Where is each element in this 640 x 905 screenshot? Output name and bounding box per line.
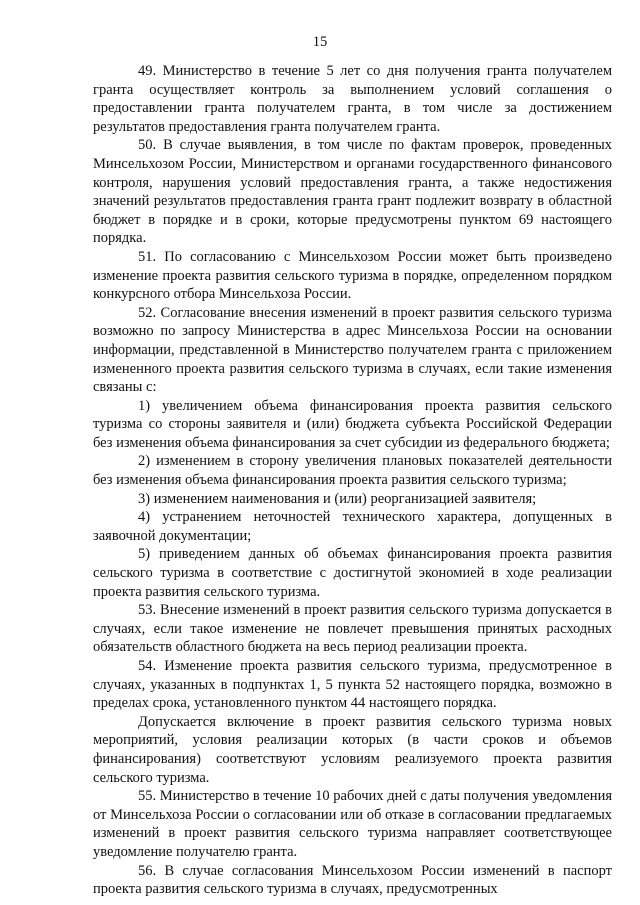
- paragraph-53: 53. Внесение изменений в проект развития сельского туризма допускается в случаях, если такое изменение не повлечет превышения принятых расходных обязательств областного бюджета на весь период реализации проекта.: [93, 602, 612, 656]
- paragraph-52-item-2: 2) изменением в сторону увеличения плановых показателей деятельности без изменения объема финансирования проекта развития сельского туризма;: [93, 453, 612, 489]
- paragraph-54: 54. Изменение проекта развития сельского туризма, предусмотренное в случаях, указанных в подпунктах 1, 5 пункта 52 настоящего порядка, возможно в пределах срока, установленного пунктом 44 настоящего порядка.: [93, 658, 612, 712]
- paragraph-50: 50. В случае выявления, в том числе по фактам проверок, проведенных Минсельхозом России, Министерством и органами государственного финансового контроля, нарушения условий предоставления гранта, а также недостижения значений результатов предоставления гранта грант подлежит возврату в областной бюджет в порядке и в сроки, которые предусмотрены пунктом 69 настоящего порядка.: [93, 137, 612, 247]
- paragraph-52-item-3: 3) изменением наименования и (или) реорганизацией заявителя;: [138, 490, 537, 507]
- paragraph-54-continued: Допускается включение в проект развития сельского туризма новых мероприятий, условия реализации которых (в части сроков и объемов финансирования) соответствуют условиям реализуемого проекта развития сельского туризма.: [93, 713, 612, 786]
- paragraph-52: 52. Согласование внесения изменений в проект развития сельского туризма возможно по запросу Министерства в адрес Минсельхоза России на основании информации, представленной в Министерство получателем гранта с приложением измененного проекта развития сельского туризма в случаях, если такие изменения связаны с:: [93, 304, 612, 396]
- paragraph-56: 56. В случае согласования Минсельхозом России изменений в паспорт проекта развития сельского туризма в случаях, предусмотренных: [93, 862, 612, 898]
- paragraph-51: 51. По согласованию с Минсельхозом России может быть произведено изменение проекта развития сельского туризма в порядке, определенном порядком конкурсного отбора Минсельхоза России.: [93, 248, 612, 303]
- paragraph-52-item-1: 1) увеличением объема финансирования проекта развития сельского туризма со стороны заявителя и (или) бюджета субъекта Российской Федерации без изменения объема финансирования за счет субсидии из федерального бюджета;: [93, 397, 612, 451]
- paragraph-55: 55. Министерство в течение 10 рабочих дней с даты получения уведомления от Минсельхоза России о согласовании или об отказе в согласовании предлагаемых изменений в проект развития сельского туризма направляет соответствующее уведомление получателю гранта.: [93, 788, 612, 860]
- paragraph-52-item-4: 4) устранением неточностей технического характера, допущенных в заявочной документации;: [93, 509, 612, 544]
- paragraph-52-item-5: 5) приведением данных об объемах финансирования проекта развития сельского туризма в соответствие с достигнутой экономией в ходе реализации проекта развития сельского туризма.: [93, 546, 612, 600]
- document-body: [93, 62, 612, 899]
- paragraph-49: 49. Министерство в течение 5 лет со дня получения гранта получателем гранта осуществляет контроль за выполнением условий соглашения о предоставлении гранта получателем гранта, в том числе за достижением результатов предоставления гранта получателем гранта.: [93, 63, 612, 135]
- page-number: 15: [312, 34, 328, 50]
